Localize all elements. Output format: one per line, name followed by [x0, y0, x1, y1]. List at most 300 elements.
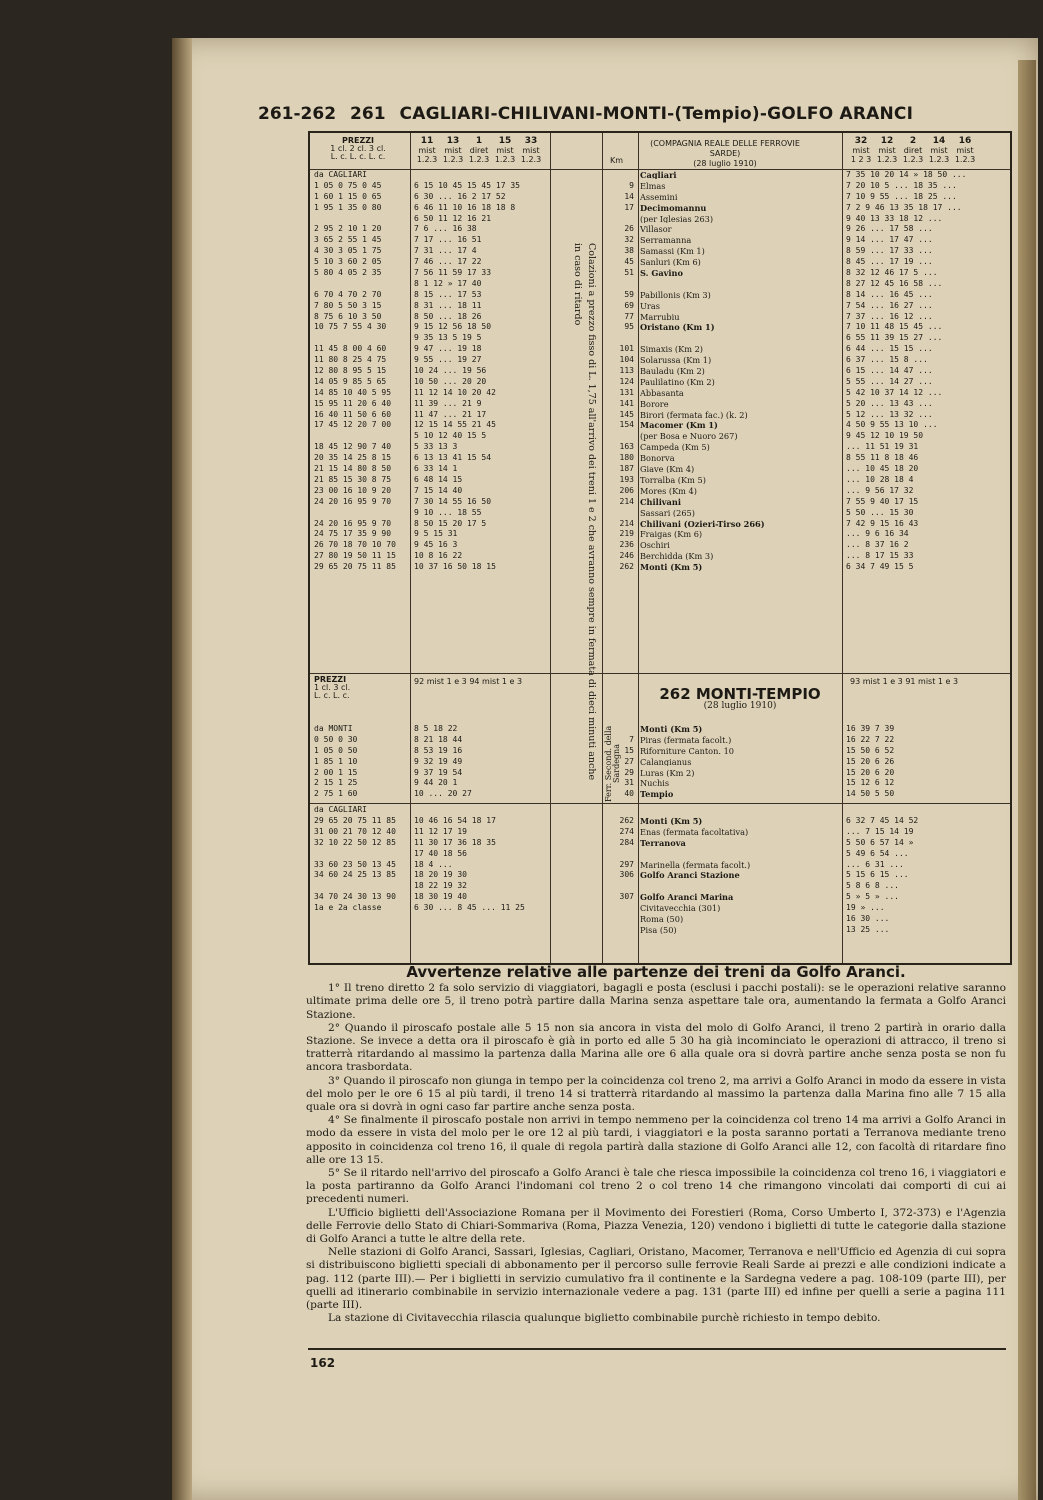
train-type: diret	[469, 146, 489, 155]
left-train-numbers	[414, 137, 544, 146]
fare-cell: 2 00 1 15	[314, 767, 358, 777]
timetable-row	[310, 758, 1010, 769]
fare-cell: 4 30 3 05 1 75	[314, 246, 382, 256]
return-times: 5 50 6 57 14 »	[846, 837, 914, 847]
return-times: 15 12 6 12	[846, 778, 895, 788]
fare-cell: 8 75 6 10 3 50	[314, 311, 382, 321]
fare-cell: 17 45 12 20 7 00	[314, 420, 392, 430]
fare-cell: 1 05 0 75 0 45	[314, 180, 382, 190]
station-name: Paulilatino (Km 2)	[640, 377, 715, 387]
train-type: mist	[444, 146, 462, 155]
station-name: Monti (Km 5)	[640, 563, 703, 572]
train-type: mist	[878, 146, 896, 155]
km-cell: 40	[624, 789, 634, 799]
station-name: Terranova	[640, 838, 686, 847]
km-cell: 236	[619, 540, 634, 550]
return-times: ... 11 51 19 31	[846, 442, 919, 452]
return-times: 7 37 ... 16 12 ...	[846, 311, 933, 321]
station-name: Pabillonis (Km 3)	[640, 290, 711, 299]
fare-cell: 21 15 14 80 8 50	[314, 464, 392, 474]
station-name: Golfo Aranci Marina	[640, 893, 734, 902]
station-name: Torralba (Km 5)	[640, 475, 706, 485]
train-classes: 1.2.3	[468, 155, 490, 164]
km-cell: 306	[619, 870, 634, 880]
km-cell: 45	[624, 257, 634, 267]
km-cell: 14	[624, 191, 634, 201]
departure-times: 7 56 11 59 17 33	[414, 268, 492, 278]
fare-cell: 2 75 1 60	[314, 789, 358, 799]
return-times: 5 55 ... 14 27 ...	[846, 376, 933, 386]
departure-times: 10 37 16 50 18 15	[414, 562, 496, 572]
departure-times: 8 50 ... 18 26	[414, 311, 482, 321]
km-cell: 246	[619, 551, 634, 561]
fare-cell: 32 10 22 50 12 85	[314, 837, 396, 847]
station-name: Oschiri	[640, 541, 670, 550]
fare-cell: 27 80 19 50 11 15	[314, 551, 396, 561]
timetable	[308, 131, 1012, 965]
return-times: 7 55 9 40 17 15	[846, 496, 919, 506]
departure-times: 6 13 13 41 15 54	[414, 453, 492, 463]
return-times: 5 12 ... 13 32 ...	[846, 409, 933, 419]
return-times: ... 9 56 17 32	[846, 485, 914, 495]
station-name: Fraigas (Km 6)	[640, 530, 703, 539]
station-name: Birori (fermata fac.) (k. 2)	[640, 410, 748, 419]
station-name: Marrubiu	[640, 312, 680, 321]
footer-rule	[308, 1348, 1006, 1350]
monti-tempio-date: (28 luglio 1910)	[703, 701, 777, 711]
return-times: 9 14 ... 17 47 ...	[846, 235, 933, 245]
departure-times: 6 48 14 15	[414, 474, 463, 484]
prices-title: PREZZI	[341, 136, 375, 145]
km-cell: 214	[619, 518, 634, 528]
station-name: Macomer (Km 1)	[640, 421, 718, 430]
station-name: Oristano (Km 1)	[640, 323, 715, 332]
return-times: 16 22 7 22	[846, 734, 895, 744]
km-cell: 69	[624, 300, 634, 310]
km-cell: 59	[624, 289, 634, 299]
fare-cell: 34 60 24 25 13 85	[314, 870, 396, 880]
km-cell: 17	[624, 202, 634, 212]
timetable-row	[310, 904, 1010, 915]
return-times: 8 45 ... 17 19 ...	[846, 257, 933, 267]
departure-times: 9 32 19 49	[414, 756, 463, 766]
km-cell: 214	[619, 496, 634, 506]
fare-cell: 3 65 2 55 1 45	[314, 235, 382, 245]
monti-left-trains: 92 mist 1 e 3 94 mist 1 e 3	[414, 677, 523, 686]
departure-times: 18 4 ...	[414, 859, 453, 869]
return-times: 6 34 7 49 15 5	[846, 562, 914, 572]
left-train-types	[414, 147, 544, 155]
return-times: ... 10 45 18 20	[846, 464, 919, 474]
right-train-numbers	[848, 137, 978, 146]
monti-prices-units: L. c. L. c.	[314, 691, 350, 700]
km-cell: 26	[624, 224, 634, 234]
departure-times: 11 39 ... 21 9	[414, 398, 482, 408]
station-name: Elmas	[640, 181, 666, 191]
km-cell: 284	[619, 837, 634, 847]
km-cell: 262	[619, 816, 634, 825]
train-number: 1	[475, 136, 483, 146]
note-6: L'Ufficio biglietti dell'Associazione Romana per il Movimento dei Forestieri (Roma, Corso Umberto I, 372-373) e l'Agenzia delle Ferrovie dello Stato di Chiari-Sommariva (Roma, Piazza Venezia, 120) vendono i biglietti di tutte le categorie dalla stazione di Golfo Aranci a tutte le altre della rete.	[306, 1206, 1006, 1246]
departure-times: 6 30 ... 8 45 ... 11 25	[414, 903, 525, 913]
train-number: 32	[854, 136, 868, 146]
timetable-row	[310, 498, 1010, 509]
return-times: 16 30 ...	[846, 914, 890, 924]
header-table-number: 261	[350, 104, 386, 124]
station-name: Monti (Km 5)	[640, 725, 703, 734]
fare-cell: 1 85 1 10	[314, 756, 358, 766]
station-name: Golfo Aranci Stazione	[640, 871, 740, 880]
departure-times: 7 31 ... 17 4	[414, 246, 477, 256]
return-times: 8 27 12 45 16 58 ...	[846, 278, 943, 288]
station-name: Samassi (Km 1)	[640, 247, 705, 256]
station-name: Luras (Km 2)	[640, 768, 695, 777]
station-name: Decimomannu	[640, 203, 707, 212]
return-times: 5 42 10 37 14 12 ...	[846, 387, 943, 397]
train-number: 15	[498, 136, 512, 146]
notes-title: Avvertenze relative alle partenze dei treni da Golfo Aranci.	[406, 963, 906, 981]
station-name: Enas (fermata facoltativa)	[640, 827, 749, 837]
timetable-row	[310, 790, 1010, 801]
departure-times: 6 50 11 12 16 21	[414, 213, 492, 223]
departure-times: 7 15 14 40	[414, 485, 463, 495]
train-type: mist	[522, 146, 540, 155]
header-title: CAGLIARI-CHILIVANI-MONTI-(Tempio)-GOLFO ARANCI	[399, 104, 914, 124]
return-times: 19 » ...	[846, 903, 885, 913]
station-name: Bonorva	[640, 454, 675, 463]
km-cell: 101	[619, 344, 634, 354]
station-name: (per Iglesias 263)	[640, 214, 714, 223]
departure-times: 8 53 19 16	[414, 745, 463, 755]
return-times: 5 8 6 8 ...	[846, 881, 899, 891]
station-name: Campeda (Km 5)	[640, 443, 710, 452]
km-cell: 307	[619, 892, 634, 902]
timetable-row	[310, 926, 1010, 937]
km-cell: 27	[624, 756, 634, 766]
note-2: 2° Quando il piroscafo postale alle 5 15 non sia ancora in vista del molo di Golfo Aranci, il treno 2 partirà in orario dalla Stazione. Se invece a detta ora il piroscafo è già in porto ed alle 5 30 ha già incominciato le operazioni di attracco, il treno si tratterrà ritardando al massimo la partenza dalla Marina alle ore 6 alla quale ora si dovrà partire anche senza posta se non fu ancora trasbordata.	[306, 1021, 1006, 1074]
fare-cell: 34 70 24 30 13 90	[314, 892, 396, 902]
station-name: Assemini	[640, 192, 678, 201]
return-times: ... 10 28 18 4	[846, 474, 914, 484]
departure-times: 7 6 ... 16 38	[414, 224, 477, 234]
departure-times: 9 15 12 56 18 50	[414, 322, 492, 332]
station-name: Monti (Km 5)	[640, 817, 703, 826]
fare-cell: 5 80 4 05 2 35	[314, 268, 382, 278]
note-1: 1° Il treno diretto 2 fa solo servizio di viaggiatori, bagagli e posta (esclusi i pacchi postali): se le operazioni relative saranno ultimate prima delle ore 5, il treno potrà partire dalla Marina senza aspettare tale ora, aumentando la fermata a Golfo Aranci Stazione.	[306, 982, 1006, 1021]
station-name: Solarussa (Km 1)	[640, 356, 712, 365]
return-times: 7 10 11 48 15 45 ...	[846, 322, 943, 332]
return-times: 6 44 ... 15 15 ...	[846, 344, 933, 354]
company-label	[640, 139, 810, 169]
train-type: mist	[852, 146, 870, 155]
fare-cell: 21 85 15 30 8 75	[314, 474, 392, 484]
km-cell: 95	[624, 322, 634, 332]
fare-cell: 23 00 16 10 9 20	[314, 485, 392, 495]
monti-prices-title: PREZZI	[314, 675, 347, 684]
return-times: 5 15 6 15 ...	[846, 870, 909, 880]
train-type: diret	[903, 146, 923, 155]
note-3: 3° Quando il piroscafo non giunga in tempo per la coincidenza col treno 2, ma arrivi a Golfo Aranci in modo da essere in vista del molo per le ore 6 15 al più tardi, il treno 14 si tratterrà ritardando al massimo la partenza dalla Marina fino alle 7 15 alla quale ora si dovrà in ogni caso far partire anche senza posta.	[306, 1074, 1006, 1114]
left-train-classes	[414, 156, 544, 164]
station-name: Giave (Km 4)	[640, 465, 695, 474]
fare-cell: 18 45 12 90 7 40	[314, 442, 392, 452]
departure-times: 5 10 12 40 15 5	[414, 431, 487, 441]
km-cell: 29	[624, 767, 634, 777]
station-name: Chilivani (Ozieri-Tirso 266)	[640, 519, 765, 528]
prices-label	[312, 137, 404, 161]
departure-times: 9 44 20 1	[414, 778, 458, 788]
departure-times: 9 45 16 3	[414, 540, 458, 550]
departure-times: 9 37 19 54	[414, 767, 463, 777]
departure-times: 9 10 ... 18 55	[414, 507, 482, 517]
return-times: 8 55 11 8 18 46	[846, 453, 919, 463]
km-cell: 51	[624, 268, 634, 278]
train-classes: 1.2.3	[954, 155, 976, 164]
timetable-row	[310, 850, 1010, 861]
fare-cell: da CAGLIARI	[314, 170, 367, 179]
fare-cell: 10 75 7 55 4 30	[314, 322, 387, 332]
return-times: 16 39 7 39	[846, 724, 895, 733]
departure-times: 6 15 10 45 15 45 17 35	[414, 180, 520, 190]
station-name: Tempio	[640, 790, 674, 799]
fare-cell: 7 80 5 50 3 15	[314, 300, 382, 310]
main-rows	[310, 171, 1010, 574]
station-name: Simaxis (Km 2)	[640, 345, 703, 354]
page-edge	[1018, 60, 1036, 1500]
timetable-row	[310, 302, 1010, 313]
km-cell: 219	[619, 529, 634, 539]
return-times: 7 2 9 46 13 35 18 17 ...	[846, 202, 962, 212]
train-number: 11	[420, 136, 434, 146]
departure-times: 11 30 17 36 18 35	[414, 837, 496, 847]
monti-prices-classes: 1 cl. 3 cl.	[314, 683, 351, 692]
return-times: 7 54 ... 16 27 ...	[846, 300, 933, 310]
departure-times: 8 50 15 20 17 5	[414, 518, 487, 528]
fare-cell: 11 80 8 25 4 75	[314, 355, 387, 365]
departure-times: 8 1 12 » 17 40	[414, 278, 482, 288]
prices-units: L. c. L. c. L. c.	[330, 152, 386, 161]
km-cell: 141	[619, 398, 634, 408]
fare-cell: 14 05 9 85 5 65	[314, 376, 387, 386]
departure-times: 10 46 16 54 18 17	[414, 816, 496, 825]
departure-times: 8 15 ... 17 53	[414, 289, 482, 299]
km-cell: 15	[624, 745, 634, 755]
km-cell: 113	[619, 366, 634, 376]
monti-tempio-heading: 262 MONTI-TEMPIO	[659, 685, 821, 703]
station-name: Roma (50)	[640, 915, 684, 924]
departure-times: 6 30 ... 16 2 17 52	[414, 191, 506, 201]
return-times: ... 8 17 15 33	[846, 551, 914, 561]
return-times: 6 55 11 39 15 27 ...	[846, 333, 943, 343]
fare-cell: 33 60 23 50 13 45	[314, 859, 396, 869]
departure-times: 9 47 ... 19 18	[414, 344, 482, 354]
departure-times: 6 46 11 10 16 18 18 8	[414, 202, 516, 212]
column-header	[310, 137, 1010, 167]
train-number: 13	[446, 136, 460, 146]
note-5: 5° Se il ritardo nell'arrivo del piroscafo a Golfo Aranci è tale che riesca impossibile la coincidenza col treno 16, i viaggiatori e la posta partiranno da Golfo Aranci l'indomani col treno 2 o col treno 14 che rimangono vincolati dai comporti di cui ai precedenti numeri.	[306, 1167, 1006, 1206]
fare-cell: 26 70 18 70 10 70	[314, 540, 396, 550]
departure-times: 18 30 19 40	[414, 892, 467, 902]
company-date: (28 luglio 1910)	[693, 159, 757, 168]
fare-cell: 24 20 16 95 9 70	[314, 496, 392, 506]
station-name: Chilivani	[640, 497, 681, 506]
return-times: ... 8 37 16 2	[846, 540, 909, 550]
return-times: 15 20 6 26	[846, 756, 895, 766]
departure-times: 9 5 15 31	[414, 529, 458, 539]
section-rule	[310, 673, 1010, 674]
departure-times: 10 ... 20 27	[414, 789, 472, 799]
fare-cell: 24 20 16 95 9 70	[314, 518, 392, 528]
return-times: 7 42 9 15 16 43	[846, 518, 919, 528]
train-number: 14	[932, 136, 946, 146]
timetable-row	[310, 563, 1010, 574]
fare-cell: 6 70 4 70 2 70	[314, 289, 382, 299]
station-name: Piras (fermata facolt.)	[640, 735, 732, 745]
return-times: 7 10 9 55 ... 18 25 ...	[846, 191, 957, 201]
prices-classes: 1 cl. 2 cl. 3 cl.	[330, 144, 386, 153]
departure-times: 8 31 ... 18 11	[414, 300, 482, 310]
train-classes: 1.2.3	[928, 155, 950, 164]
note-7: Nelle stazioni di Golfo Aranci, Sassari, Iglesias, Cagliari, Oristano, Macomer, Terranova e nell'Ufficio ed Agenzia di cui sopra si distribuiscono biglietti speciali di abbonamento per il percorso sulle ferrovie Reali Sarde ai prezzi e alle condizioni indicate a pag. 112 (parte III).— Per i biglietti in servizio cumulativo fra il continente e la Sardegna vedere a pag. 108-109 (parte III), per quelli ad itinerario combinabile in servizio internazionale vedere a pag. 131 (parte III) ed infine per quelli a serie a pagina 111 (parte III).	[306, 1246, 1006, 1312]
return-times: 8 59 ... 17 33 ...	[846, 246, 933, 256]
train-number: 2	[909, 136, 917, 146]
departure-times: 11 12 17 19	[414, 826, 467, 836]
station-name: Pisa (50)	[640, 925, 677, 935]
return-times: 6 37 ... 15 8 ...	[846, 355, 928, 365]
return-times: 5 49 6 54 ...	[846, 848, 909, 858]
station-name: Mores (Km 4)	[640, 486, 697, 496]
departure-times: 10 8 16 22	[414, 551, 463, 561]
return-times: 5 » 5 » ...	[846, 892, 899, 902]
return-times: 4 50 9 55 13 10 ...	[846, 420, 938, 430]
golfo-rows	[310, 817, 1010, 937]
fare-cell: 20 35 14 25 8 15	[314, 453, 392, 463]
fare-cell: 1 05 0 50	[314, 745, 358, 755]
note-8: La stazione di Civitavecchia rilascia qualunque biglietto combinabile purchè richiesto in tempo debito.	[328, 1312, 881, 1325]
return-times: 6 15 ... 14 47 ...	[846, 366, 933, 376]
departure-times: 7 46 ... 17 22	[414, 257, 482, 267]
km-cell: 131	[619, 387, 634, 397]
station-name: Marinella (fermata facolt.)	[640, 860, 751, 869]
monti-tempio-title	[640, 687, 840, 711]
departure-times: 9 55 ... 19 27	[414, 355, 482, 365]
station-name: S. Gavino	[640, 269, 683, 278]
km-cell: 31	[624, 778, 634, 788]
return-times: 9 45 12 10 19 50	[846, 431, 924, 441]
fare-cell: 15 95 11 20 6 40	[314, 398, 392, 408]
return-times: 9 40 13 33 18 12 ...	[846, 213, 943, 223]
departure-times: 8 21 18 44	[414, 734, 463, 744]
station-name: Sanluri (Km 6)	[640, 258, 701, 267]
page-binding	[172, 38, 192, 1500]
station-name: Villasor	[640, 225, 672, 234]
departure-times: 7 17 ... 16 51	[414, 235, 482, 245]
km-cell: 77	[624, 311, 634, 321]
departure-times: 6 33 14 1	[414, 464, 458, 474]
station-name: Calangianus	[640, 757, 692, 766]
return-times: 13 25 ...	[846, 924, 890, 934]
header-pages: 261-262	[258, 104, 337, 124]
fare-cell: 31 00 21 70 12 40	[314, 826, 396, 836]
fare-cell: da MONTI	[314, 724, 353, 733]
km-cell: 193	[619, 474, 634, 484]
train-type: mist	[956, 146, 974, 155]
section-rule	[310, 803, 1010, 804]
train-classes: 1.2.3	[876, 155, 898, 164]
right-train-classes	[848, 156, 978, 164]
return-times: 8 14 ... 16 45 ...	[846, 289, 933, 299]
fare-cell: 29 65 20 75 11 85	[314, 562, 396, 572]
km-cell: 104	[619, 355, 634, 365]
train-classes: 1.2.3	[416, 155, 438, 164]
return-times: 8 32 12 46 17 5 ...	[846, 268, 938, 278]
return-times: 9 26 ... 17 58 ...	[846, 224, 933, 234]
train-classes: 1.2.3	[494, 155, 516, 164]
fare-cell: 24 75 17 35 9 90	[314, 529, 392, 539]
km-cell: 9	[629, 180, 634, 190]
station-name: Abbasanta	[640, 388, 684, 398]
return-times: 15 20 6 20	[846, 767, 895, 777]
km-label: Km	[610, 156, 624, 165]
return-times: ... 7 15 14 19	[846, 826, 914, 836]
km-cell: 180	[619, 453, 634, 463]
km-cell: 274	[619, 826, 634, 836]
side-label: Ferr. Second. della Sardegna	[604, 725, 621, 803]
km-cell: 206	[619, 485, 634, 495]
departure-times: 5 33 13 3	[414, 442, 458, 452]
km-cell: 262	[619, 562, 634, 572]
fare-cell: 12 80 8 95 5 15	[314, 366, 387, 376]
notes-section	[306, 963, 1006, 1325]
train-number: 16	[958, 136, 972, 146]
km-cell: 32	[624, 235, 634, 245]
page-number: 162	[310, 1356, 336, 1370]
departure-times: 18 20 19 30	[414, 870, 467, 880]
km-cell: 124	[619, 376, 634, 386]
fare-cell: 2 15 1 25	[314, 778, 358, 788]
train-classes: 1.2.3	[902, 155, 924, 164]
page-header	[258, 103, 1003, 125]
note-4: 4° Se finalmente il piroscafo postale non arrivi in tempo nemmeno per la coincidenza col treno 14 ma arrivi a Golfo Aranci in modo da essere in vista del molo per le ore 12 al più tardi, i viaggiatori e la posta saranno portati a Terranova mediante treno apposito in coincidenza col treno 16, il quale di regola partirà dalla stazione di Golfo Aranci alle 12, con facoltà di ritardare fino alle ore 13 15.	[306, 1114, 1006, 1166]
departure-times: 12 15 14 55 21 45	[414, 420, 496, 430]
monti-rows	[310, 725, 1010, 801]
fare-cell: 1a e 2a classe	[314, 903, 382, 913]
station-name: Riforniture Canton. 10	[640, 746, 735, 755]
return-times: 15 50 6 52	[846, 745, 895, 755]
fare-cell: 5 10 3 60 2 05	[314, 257, 382, 267]
fare-cell: 1 95 1 35 0 80	[314, 202, 382, 212]
fare-cell: 0 50 0 30	[314, 734, 358, 744]
station-name: Borore	[640, 399, 669, 408]
station-name: Sassari (265)	[640, 508, 695, 517]
km-cell: 38	[624, 246, 634, 256]
timetable-row	[310, 400, 1010, 411]
return-times: 6 32 7 45 14 52	[846, 816, 919, 825]
km-cell: 163	[619, 442, 634, 452]
station-name: Bauladu (Km 2)	[640, 367, 705, 376]
departure-times: 18 22 19 32	[414, 881, 467, 891]
return-times: 5 50 ... 15 30	[846, 507, 914, 517]
return-times: ... 9 6 16 34	[846, 529, 909, 539]
return-times: ... 6 31 ...	[846, 859, 904, 869]
departure-times: 10 24 ... 19 56	[414, 366, 487, 376]
train-number: 12	[880, 136, 894, 146]
train-classes: 1 2 3	[850, 155, 872, 164]
station-name: Nuchis	[640, 779, 670, 788]
km-cell: 297	[619, 859, 634, 869]
right-train-types	[848, 147, 978, 155]
station-name: Uras	[640, 301, 660, 310]
